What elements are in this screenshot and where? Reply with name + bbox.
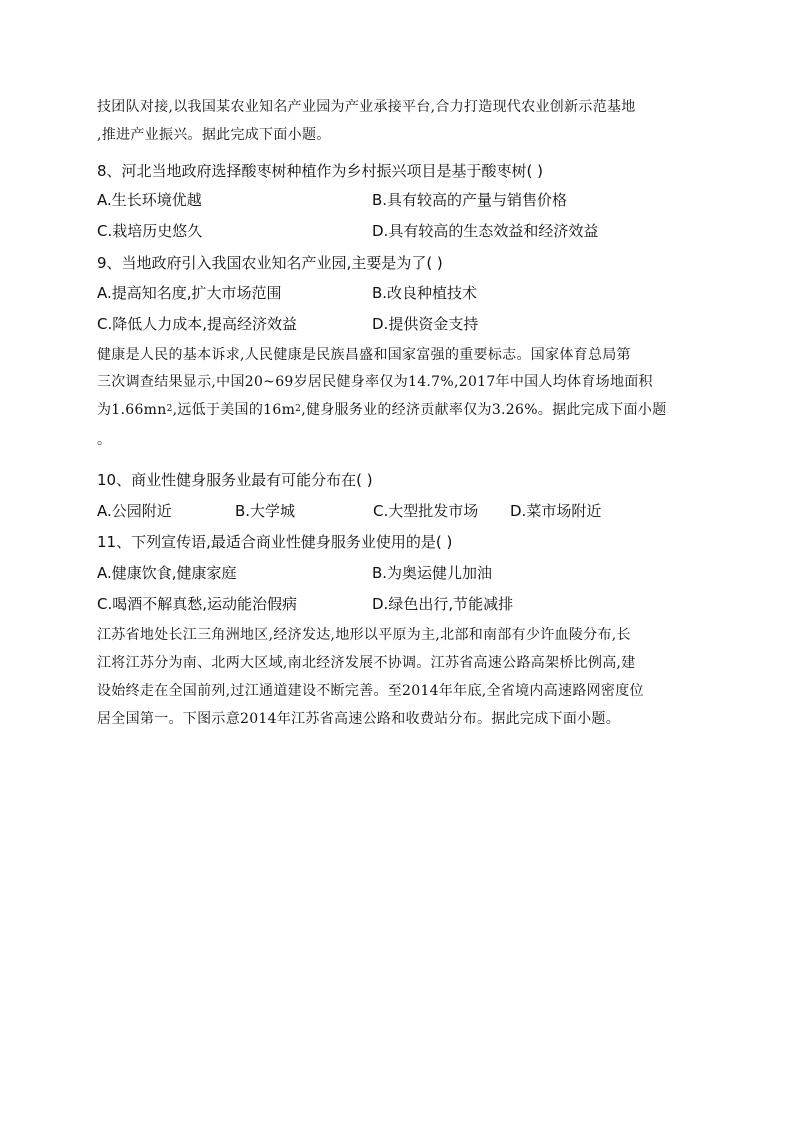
passage-line: ,推进产业振兴。据此完成下面小题。 [97, 127, 331, 143]
passage-text: 为1.66mn [97, 402, 167, 418]
question-9-options-row1 [97, 278, 697, 309]
superscript: 2 [295, 404, 302, 414]
option-c: C.大型批发市场 [373, 502, 479, 520]
question-9-stem: 9、当地政府引入我国农业知名产业园,主要是为了( ) [97, 254, 443, 272]
option-c: C.喝酒不解真愁,运动能治假病 [97, 595, 298, 613]
passage-line: 技团队对接,以我国某农业知名产业园为产业承接平台,合力打造现代农业创新示范基地 [97, 99, 636, 115]
option-b: B.大学城 [235, 502, 296, 520]
option-b: B.为奥运健儿加油 [372, 564, 493, 582]
passage-line: 居全国第一。下图示意2014年江苏省高速公路和收费站分布。据此完成下面小题。 [97, 711, 621, 727]
option-a: A.生长环境优越 [97, 191, 202, 209]
option-d: D.具有较高的生态效益和经济效益 [372, 222, 599, 240]
passage-line: 三次调查结果显示,中国20~69岁居民健身率仅为14.7%,2017年中国人均体育场地面积 [97, 374, 653, 390]
passage-text: ,远低于美国的16m [172, 402, 296, 418]
option-c: C.栽培历史悠久 [97, 222, 203, 240]
passage-line: 设始终走在全国前列,过江通道建设不断完善。至2014年年底,全省境内高速路网密度位 [97, 683, 644, 699]
option-c: C.降低人力成本,提高经济效益 [97, 315, 298, 333]
question-8-options-row2 [97, 216, 697, 247]
passage-line: 健康是人民的基本诉求,人民健康是民族昌盛和国家富强的重要标志。国家体育总局第 [97, 347, 631, 363]
option-b: B.改良种植技术 [372, 284, 478, 302]
superscript: 2 [166, 404, 173, 414]
option-d: D.绿色出行,节能减排 [372, 595, 514, 613]
option-a: A.健康饮食,健康家庭 [97, 564, 237, 582]
passage-line: 。 [97, 432, 112, 448]
passage-text: ,健身服务业的经济贡献率仅为3.26%。据此完成下面小题 [301, 402, 667, 418]
question-8-stem: 8、河北当地政府选择酸枣树种植作为乡村振兴项目是基于酸枣树( ) [97, 162, 544, 180]
passage-line: 江苏省地处长江三角洲地区,经济发达,地形以平原为主,北部和南部有少许血陵分布,长 [97, 627, 631, 643]
passage-line [97, 397, 697, 424]
question-11-options-row1 [97, 558, 697, 589]
option-d: D.提供资金支持 [372, 315, 479, 333]
question-9-options-row2 [97, 309, 697, 340]
option-b: B.具有较高的产量与销售价格 [372, 191, 568, 209]
passage-line: 江将江苏分为南、北两大区域,南北经济发展不协调。江苏省高速公路高架桥比例高,建 [97, 655, 636, 671]
option-d: D.菜市场附近 [510, 502, 602, 520]
option-a: A.公园附近 [97, 502, 172, 520]
question-11-options-row2 [97, 589, 697, 620]
option-a: A.提高知名度,扩大市场范围 [97, 284, 282, 302]
question-11-stem: 11、下列宣传语,最适合商业性健身服务业使用的是( ) [97, 533, 453, 551]
question-10-options-row [97, 496, 697, 527]
question-10-stem: 10、商业性健身服务业最有可能分布在( ) [97, 471, 373, 489]
question-8-options-row1 [97, 185, 697, 216]
